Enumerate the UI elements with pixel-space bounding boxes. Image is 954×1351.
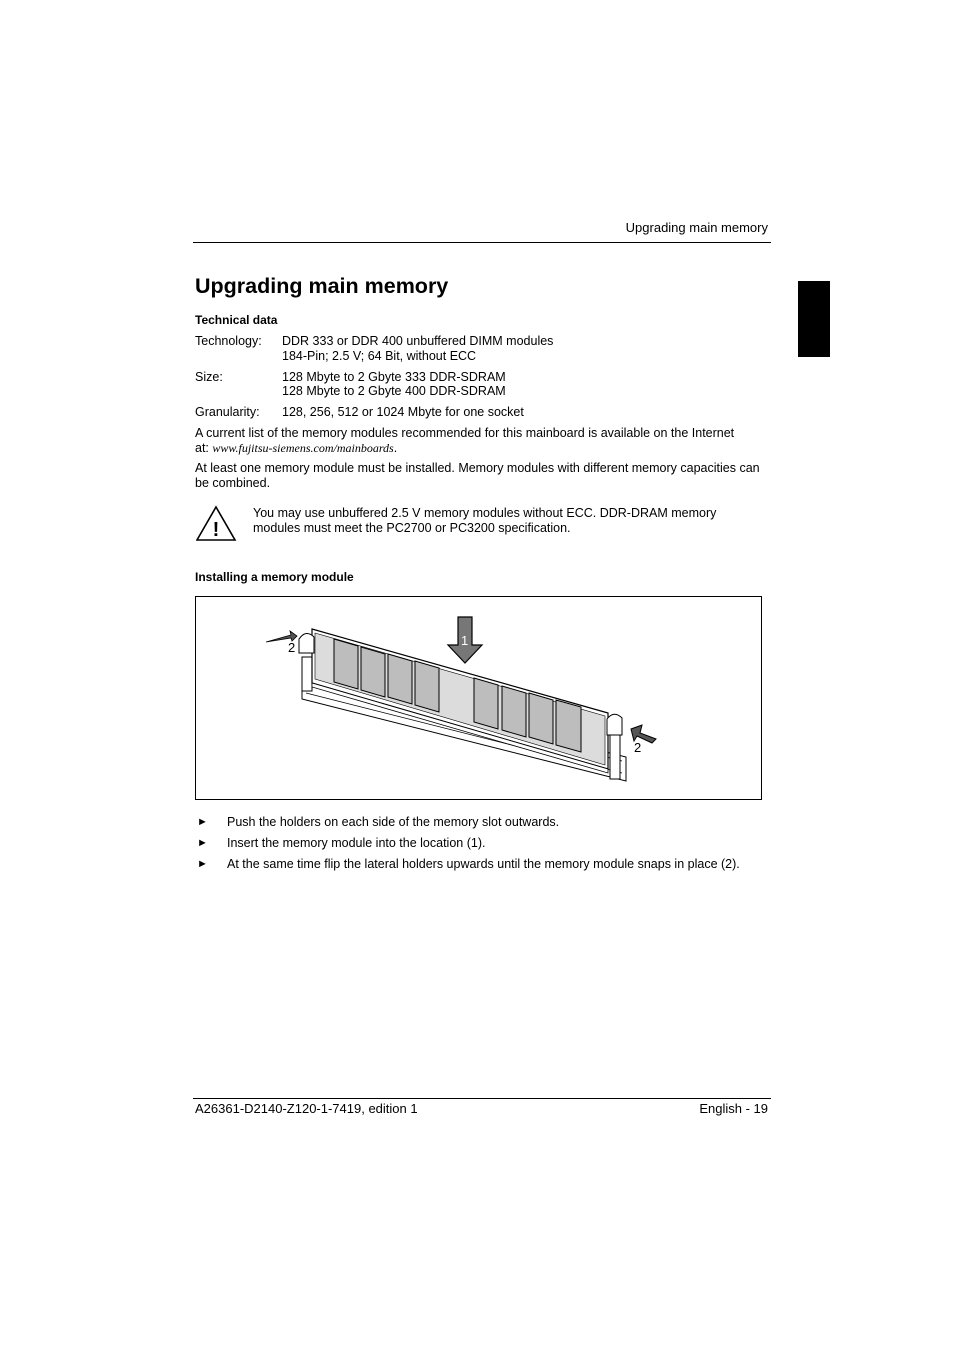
header-rule — [193, 242, 771, 243]
step-3-text: At the same time flip the lateral holders upwards until the memory module snaps in place (2). — [227, 857, 740, 871]
document-id: A26361-D2140-Z120-1-7419, edition 1 — [195, 1101, 418, 1116]
left-slot-post — [302, 657, 312, 691]
chapter-thumb-tab — [798, 281, 830, 357]
module-list-paragraph — [195, 426, 765, 456]
holder-right-label: 2 — [634, 740, 642, 755]
caution-glyph: ! — [212, 519, 220, 541]
dram-chip — [502, 686, 526, 737]
size-value-line-1: 128 Mbyte to 2 Gbyte 333 DDR-SDRAM — [282, 370, 506, 384]
size-label: Size: — [195, 370, 223, 384]
insert-step-label: 1 — [461, 633, 469, 648]
page-number: English - 19 — [699, 1101, 768, 1116]
mainboards-url-link[interactable]: www.fujitsu-siemens.com/mainboards — [212, 441, 394, 455]
page-title: Upgrading main memory — [195, 274, 449, 298]
module-list-prefix: at: — [195, 441, 213, 455]
technology-label: Technology: — [195, 334, 262, 348]
installing-heading: Installing a memory module — [195, 570, 354, 584]
dram-chip — [556, 700, 581, 752]
insert-arrow-1 — [448, 617, 482, 663]
dram-chip — [361, 647, 385, 697]
size-value-line-2: 128 Mbyte to 2 Gbyte 400 DDR-SDRAM — [282, 384, 506, 398]
left-holder — [299, 633, 314, 653]
dram-chip — [334, 639, 358, 689]
dram-chip — [415, 661, 439, 712]
technology-value-line-1: DDR 333 or DDR 400 unbuffered DIMM modules — [282, 334, 554, 348]
granularity-label: Granularity: — [195, 405, 260, 419]
bullet-arrow-icon: ► — [197, 837, 208, 849]
bullet-arrow-icon: ► — [197, 858, 208, 870]
install-note-paragraph: At least one memory module must be installed. Memory modules with different memory capacities can be combined. — [195, 461, 760, 490]
caution-triangle-icon — [196, 505, 238, 543]
warning-text: You may use unbuffered 2.5 V memory modules without ECC. DDR-DRAM memory modules must meet the PC2700 or PC3200 specification. — [253, 506, 717, 535]
holder-arrow-left — [266, 631, 297, 655]
technical-data-heading: Technical data — [195, 313, 278, 327]
holder-arrow-right — [631, 725, 656, 755]
holder-left-label: 2 — [288, 640, 296, 655]
dram-chip — [388, 654, 412, 704]
running-header: Upgrading main memory — [625, 220, 768, 235]
module-list-suffix: . — [393, 441, 398, 455]
bullet-arrow-icon: ► — [197, 816, 208, 828]
step-1-text: Push the holders on each side of the memory slot outwards. — [227, 815, 560, 829]
dram-chip — [529, 693, 553, 744]
memory-installation-figure — [195, 596, 762, 800]
technology-value-line-2: 184-Pin; 2.5 V; 64 Bit, without ECC — [282, 349, 477, 363]
right-holder — [607, 714, 622, 735]
step-2-text: Insert the memory module into the location (1). — [227, 836, 486, 850]
dram-chip — [474, 678, 498, 729]
footer-rule — [193, 1098, 771, 1099]
memory-module-illustration — [196, 597, 761, 799]
module-list-line-1: A current list of the memory modules recommended for this mainboard is available on the Internet — [195, 426, 735, 440]
granularity-value: 128, 256, 512 or 1024 Mbyte for one socket — [282, 405, 524, 419]
